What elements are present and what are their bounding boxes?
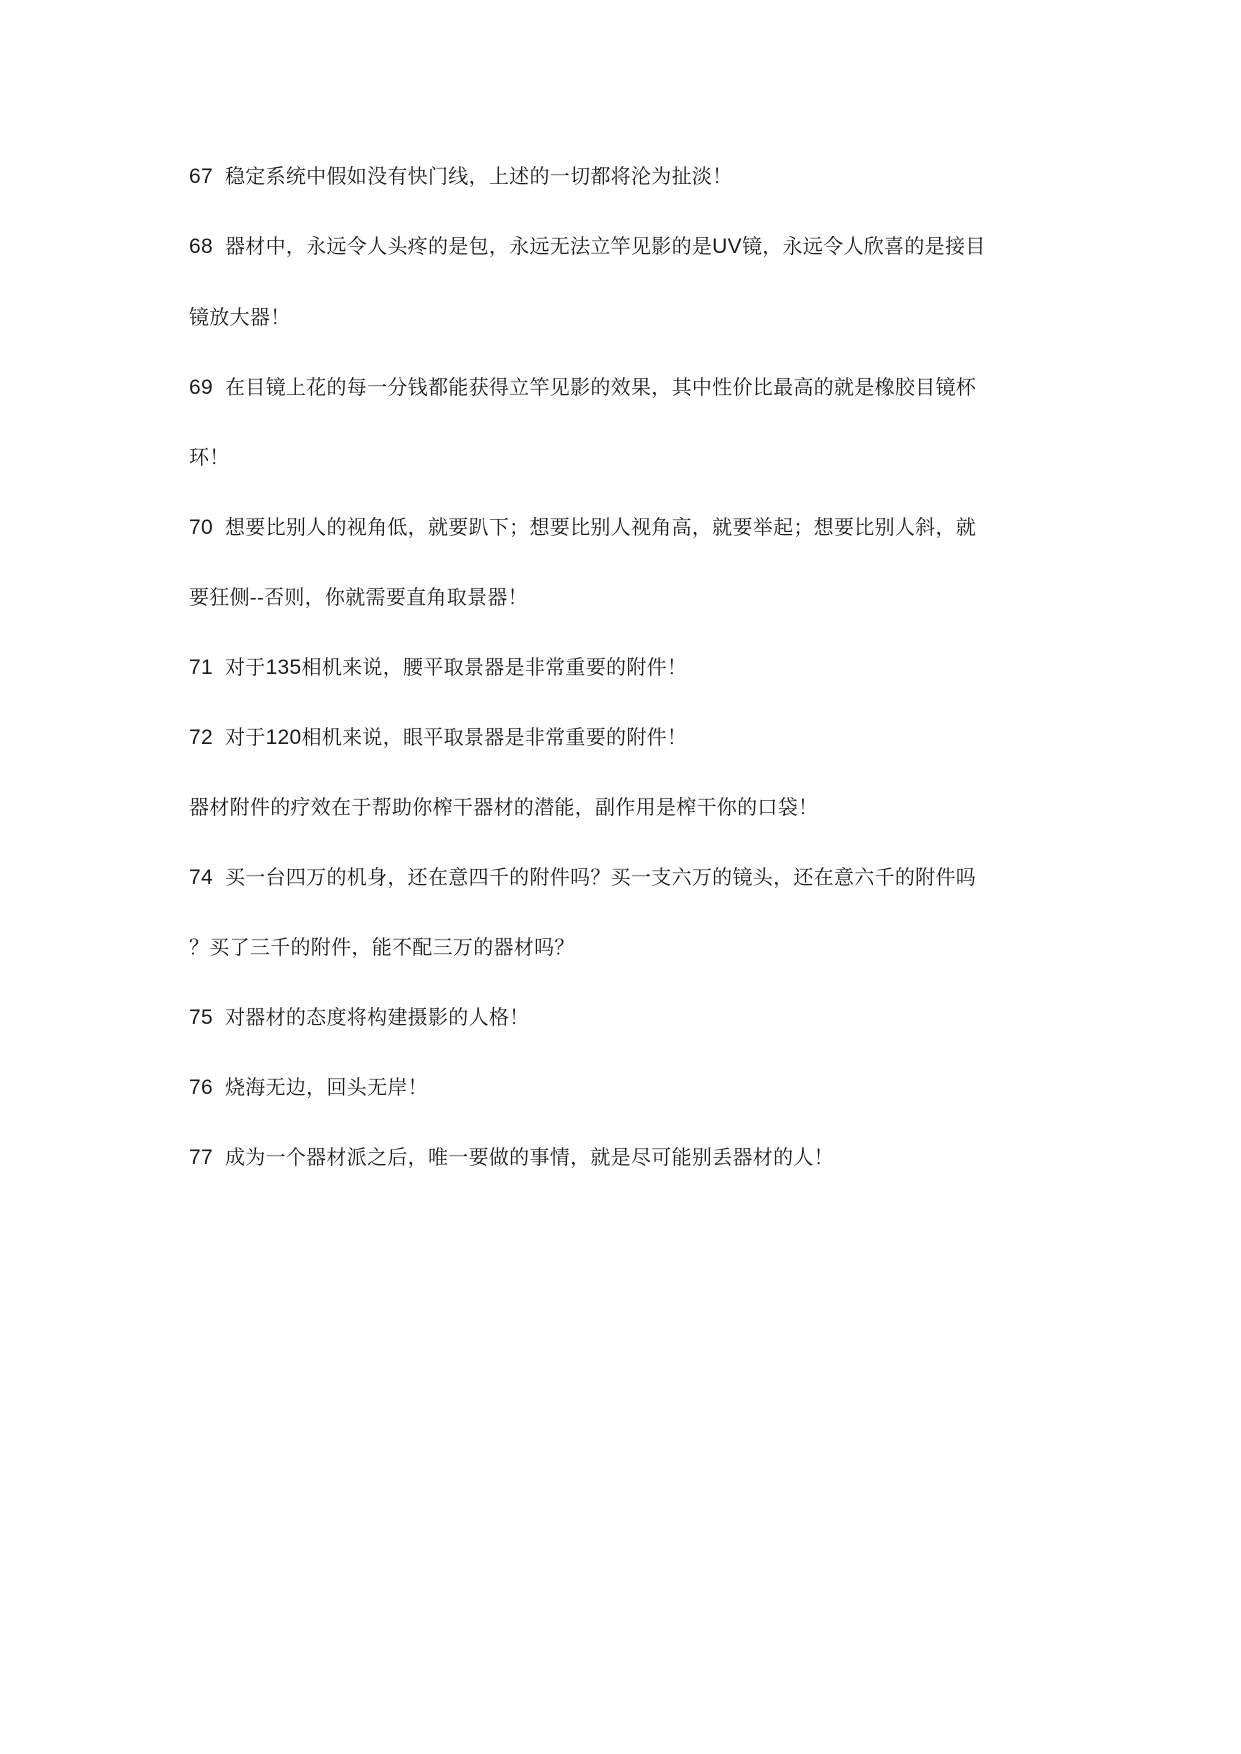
item-number: 68 [189,235,213,258]
item-67 [189,161,1069,191]
item-text: 在目镜上花的每一分钱都能获得立竿见影的效果，其中性价比最高的就是橡胶目镜杯 [224,375,977,399]
item-number: 69 [189,376,213,399]
item-text: 对于 [224,725,266,749]
item-73 [189,792,1069,822]
item-text: 环！ [189,445,230,469]
item-70 [189,512,1069,542]
item-text: 器材附件的疗效在于帮助你榨干器材的潜能，副作用是榨干你的口袋！ [189,795,819,819]
item-text: 对器材的态度将构建摄影的人格！ [224,1005,530,1029]
item-number: 74 [189,866,213,889]
item-text-latin: UV [712,235,742,258]
item-text: 烧海无边，回头无岸！ [224,1075,428,1099]
item-text: 镜放大器！ [189,305,291,329]
item-77 [189,1142,1069,1172]
item-70-continuation [189,582,1069,612]
item-text: 想要比别人的视角低，就要趴下；想要比别人视角高，就要举起；想要比别人斜，就 [224,515,977,539]
item-69 [189,372,1069,402]
item-text: 相机来说，腰平取景器是非常重要的附件！ [301,655,688,679]
item-text: 器材中，永远令人头疼的是包，永远无法立竿见影的是 [224,234,713,258]
item-76 [189,1072,1069,1102]
item-72 [189,722,1069,752]
item-number: 71 [189,656,213,679]
item-number: 77 [189,1146,213,1169]
item-69-continuation [189,442,1069,472]
item-68-continuation [189,302,1069,332]
item-text: 对于 [224,655,266,679]
item-text: ？买了三千的附件，能不配三万的器材吗？ [189,935,575,959]
item-text-latin: 135 [265,656,302,679]
item-text: 相机来说，眼平取景器是非常重要的附件！ [301,725,688,749]
item-text: 买一台四万的机身，还在意四千的附件吗？买一支六万的镜头，还在意六千的附件吗 [224,865,977,889]
item-74 [189,862,1069,892]
item-74-continuation [189,932,1069,962]
item-text-latin: 120 [265,726,302,749]
item-number: 72 [189,726,213,749]
item-75 [189,1002,1069,1032]
item-68 [189,231,1069,261]
item-71 [189,652,1069,682]
item-text: 要狂侧--否则，你就需要直角取景器！ [189,585,528,609]
item-text: 稳定系统中假如没有快门线，上述的一切都将沦为扯淡！ [224,164,733,188]
item-number: 70 [189,516,213,539]
item-number: 76 [189,1076,213,1099]
item-text: 镜，永远令人欣喜的是接目 [741,234,986,258]
item-text: 成为一个器材派之后，唯一要做的事情，就是尽可能别丢器材的人！ [224,1145,834,1169]
item-number: 75 [189,1006,213,1029]
item-number: 67 [189,165,213,188]
